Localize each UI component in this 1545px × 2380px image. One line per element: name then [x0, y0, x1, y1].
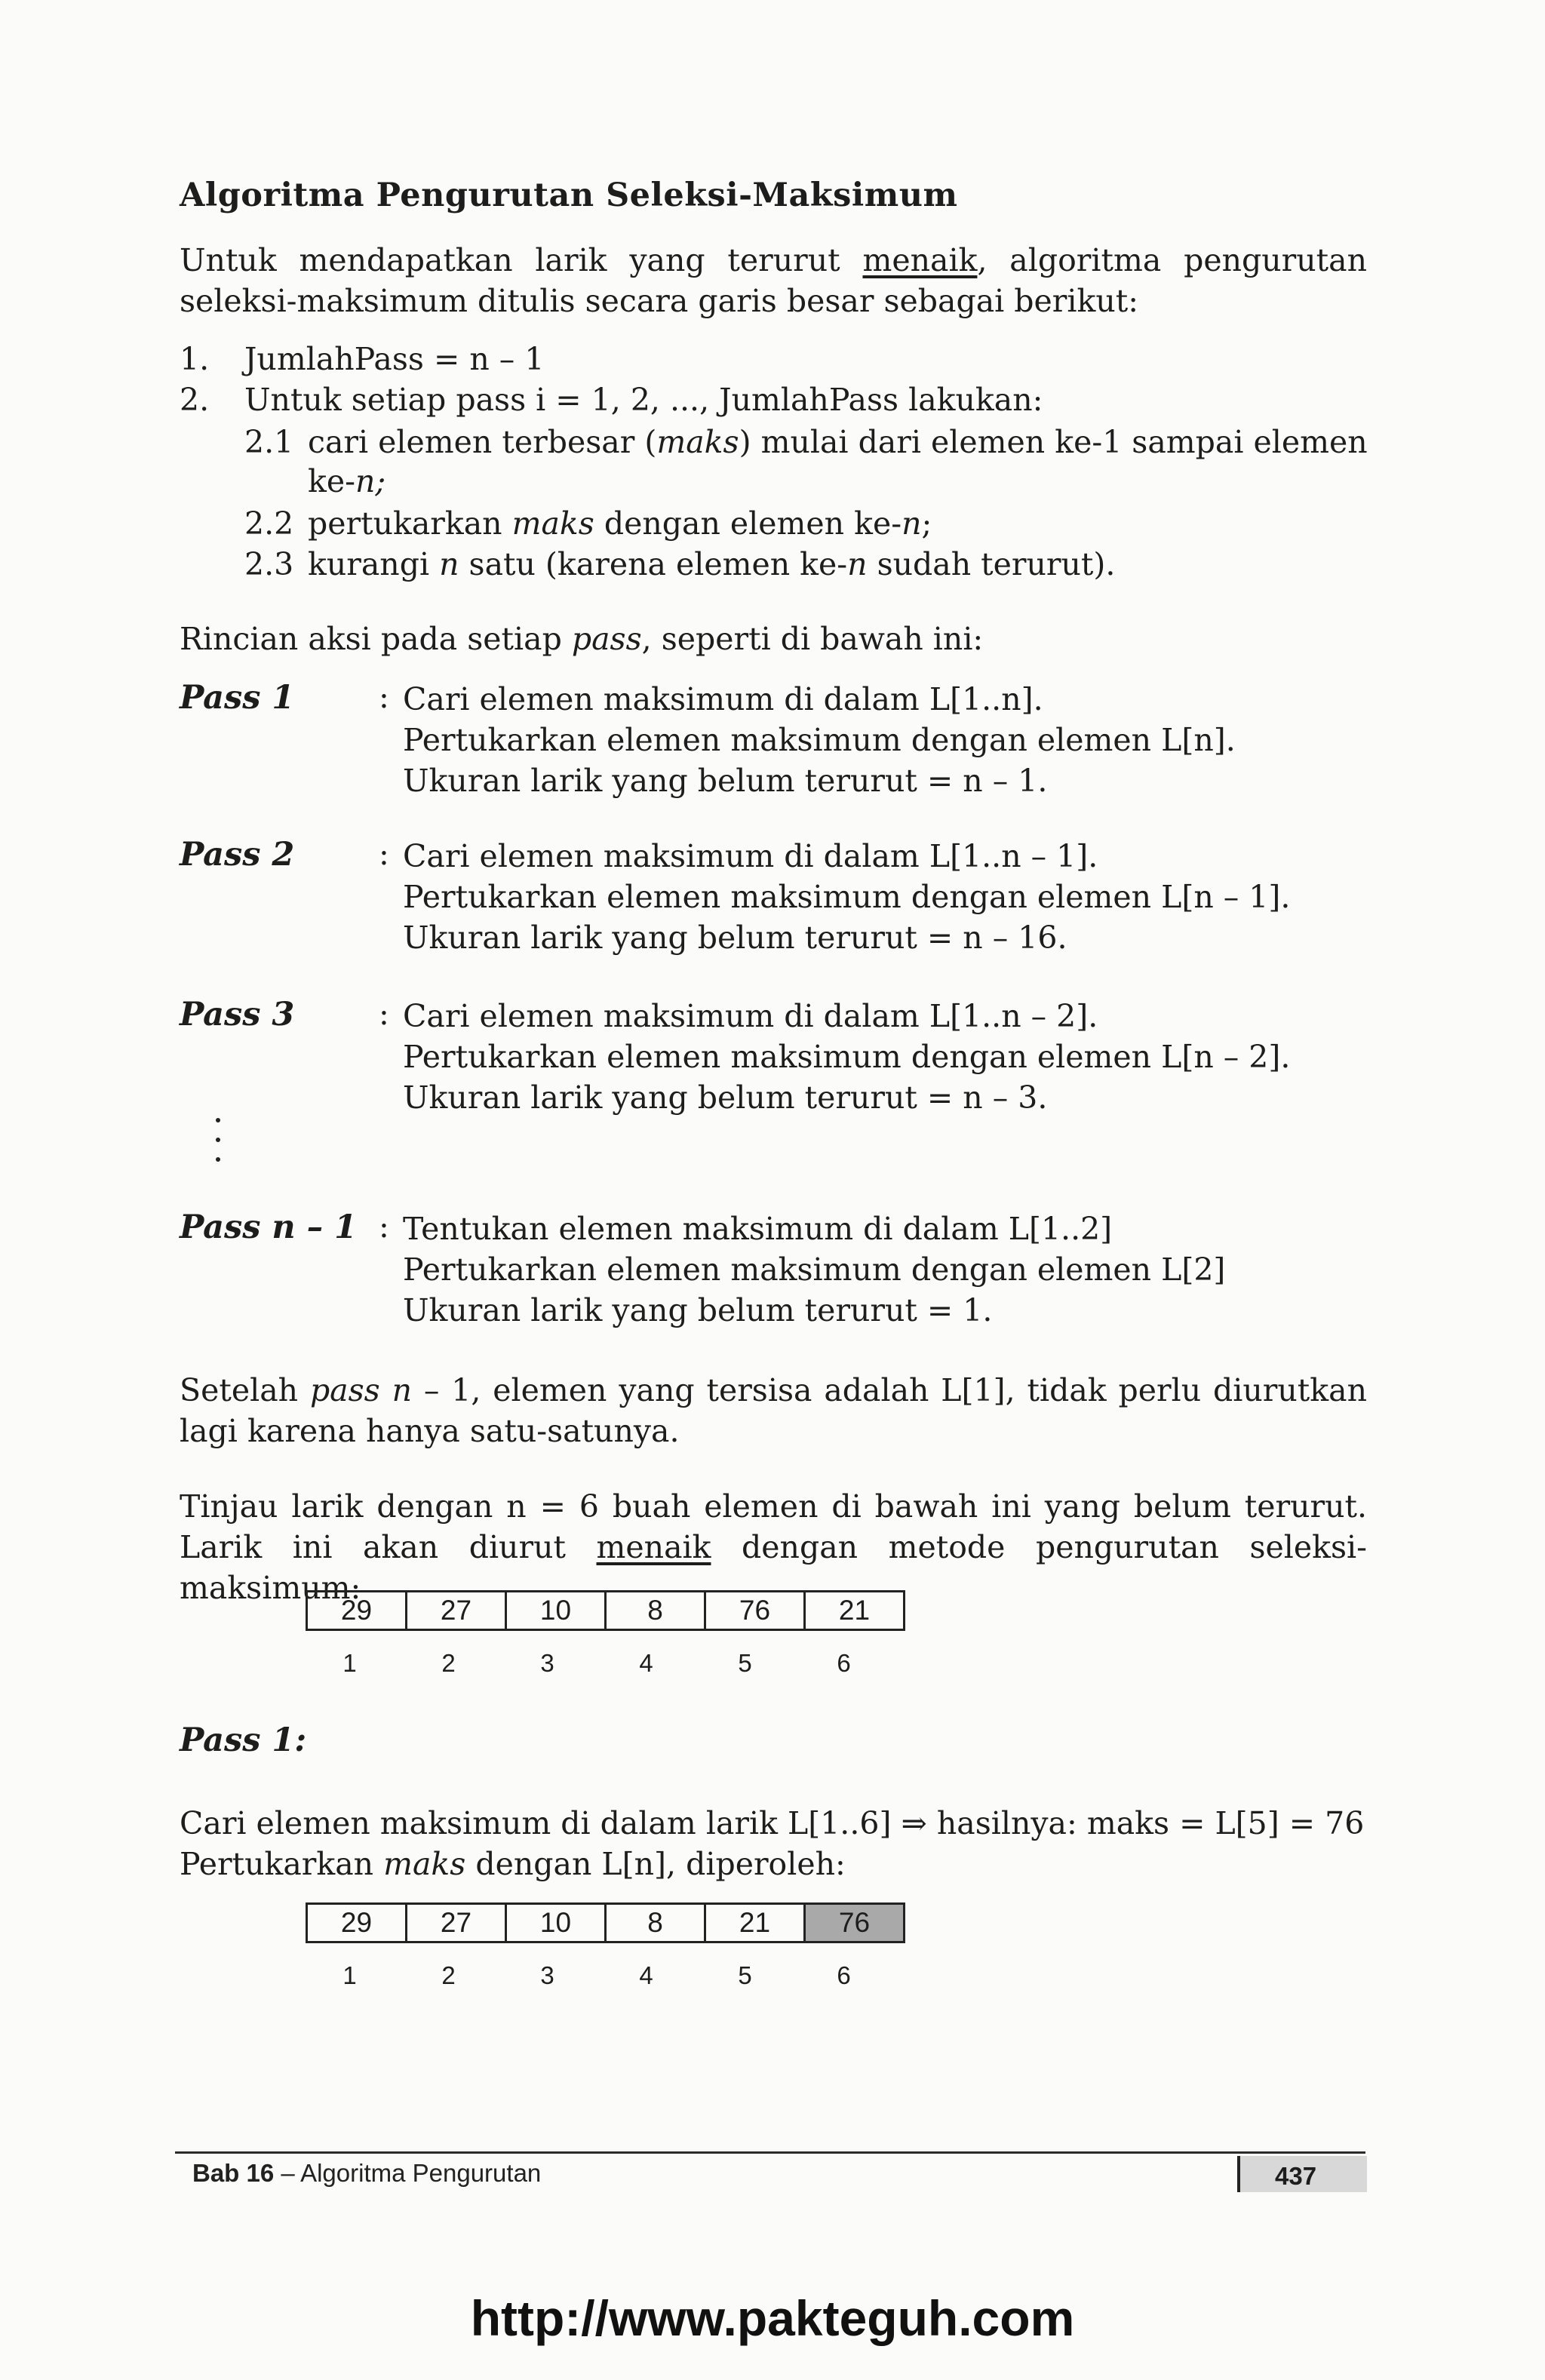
- array-initial: [306, 1590, 905, 1631]
- underlined-word: menaik: [596, 1529, 711, 1565]
- pass-2-body: Cari elemen maksimum di dalam L[1..n – 1]. Pertukarkan elemen maksimum dengan elemen L[n – 1]. Ukuran larik yang belum terurut = n – 16.: [403, 838, 1291, 956]
- website-link[interactable]: http://www.pakteguh.com: [470, 2290, 1075, 2346]
- pass-colon: :: [379, 679, 389, 715]
- pass-1-heading: Pass 1:: [180, 1721, 307, 1759]
- tinjau-paragraph: Tinjau larik dengan n = 6 buah elemen di bawah ini yang belum terurut. Larik ini akan diurut menaik dengan metode pengurutan seleksi-maksimum:: [180, 1488, 1367, 1606]
- pass-n-minus-1-body: Tentukan elemen maksimum di dalam L[1..2] Pertukarkan elemen maksimum dengan elemen L[2] Ukuran larik yang belum terurut = 1.: [403, 1211, 1226, 1328]
- underlined-word: menaik: [862, 242, 978, 278]
- vertical-ellipsis: [214, 1118, 222, 1166]
- pass-n-minus-1-label: Pass n – 1: [180, 1208, 358, 1246]
- page-number: 437: [1275, 2162, 1317, 2190]
- array-cell-sorted: 76: [805, 1904, 905, 1942]
- pass-3-label: Pass 3: [180, 996, 295, 1033]
- footer-rule: [175, 2151, 1365, 2154]
- pass-colon: :: [379, 1208, 389, 1245]
- setelah-paragraph: Setelah pass n – 1, elemen yang tersisa adalah L[1], tidak perlu diurutkan lagi karena hanya satu-satunya.: [180, 1372, 1367, 1449]
- array-cell: 8: [606, 1592, 705, 1630]
- pass-3-body: Cari elemen maksimum di dalam L[1..n – 2]. Pertukarkan elemen maksimum dengan elemen L[n – 2]. Ukuran larik yang belum terurut = n – 3.: [403, 998, 1291, 1116]
- pass-1-body: Cari elemen maksimum di dalam L[1..n]. Pertukarkan elemen maksimum dengan elemen L[n]. Ukuran larik yang belum terurut = n – 1.: [403, 681, 1236, 799]
- array-cell: 29: [307, 1904, 407, 1942]
- footer-chapter: Bab 16 – Algoritma Pengurutan: [192, 2159, 542, 2187]
- section-title: Algoritma Pengurutan Seleksi-Maksimum: [180, 177, 958, 214]
- array-cell: 27: [407, 1592, 506, 1630]
- array-indices: 1 2 3 4 5 6: [342, 1649, 851, 1677]
- array-cell: 21: [705, 1904, 805, 1942]
- pass-2-label: Pass 2: [180, 836, 295, 874]
- array-indices: 1 2 3 4 5 6: [342, 1961, 851, 1989]
- pass-1-label: Pass 1: [180, 679, 295, 717]
- array-cell: 29: [307, 1592, 407, 1630]
- array-cell: 10: [506, 1904, 606, 1942]
- pass-colon: :: [379, 836, 389, 872]
- array-cell: 8: [606, 1904, 705, 1942]
- array-after-pass-1: [306, 1902, 905, 1943]
- book-page: Algoritma Pengurutan Seleksi-Maksimum Untuk mendapatkan larik yang terurut menaik, algoritma pengurutan seleksi-maksimum ditulis secara garis besar sebagai berikut: 1. JumlahPass = n – 1 2. Untuk setiap pass i = 1, 2, ..., JumlahPass lakukan: 2.1 cari elemen terbesar (maks) mulai dari elemen ke-1 sampai elemen ke-n; 2.2 pertukarkan maks dengan elemen ke-n; 2.3 kurangi n satu (karena elemen ke-n sudah terurut). Rincian aksi pada setiap pass, seperti di bawah ini: Pass 1 : Cari elemen maksimum di dalam L[1..n]. Pertukarkan elemen maksimum dengan elemen L[n]. Ukuran larik yang belum terurut = n – 1. Pass 2 : Cari elemen maksimum di dalam L[1..n – 1]. Pertukarkan elemen maksimum dengan elemen L[n – 1]. Ukuran larik yang belum terurut = n – 16. Pass 3 : Cari elemen maksimum di dalam L[1..n – 2]. Pertukarkan elemen maksimum dengan elemen L[n – 2]. Ukuran larik yang belum terurut = n – 3. Pass n – 1 : Tentukan elemen maksimum di dalam L[1..2] Pertukarkan elemen maksimum dengan elemen L[2] Ukuran larik yang belum terurut = 1. Setelah pass n – 1, elemen yang tersisa adalah L[1], tidak perlu diurutkan lagi karena hanya satu-satunya. Tinjau larik dengan n = 6 buah elemen di bawah ini yang belum terurut. Larik ini akan diurut menaik dengan metode pengurutan seleksi-maksimum: 29 27 10 8 76 21 1 2 3 4 5 6 Pass 1: Cari elemen maksimum di dalam larik L[1..6] ⇒ hasilnya: maks = L[5] = 76 Pertukarkan maks dengan L[n], diperoleh: 29 27 10 8 21 76 1 2 3 4 5 6 Bab 16 – Algoritma Pengurutan 437 http://www.pakteguh.com: [0, 0, 1545, 2380]
- array-cell: 10: [506, 1592, 606, 1630]
- rincian-text: Rincian aksi pada setiap pass, seperti di bawah ini:: [180, 621, 984, 657]
- pass-colon: :: [379, 996, 389, 1032]
- intro-paragraph: Untuk mendapatkan larik yang terurut menaik, algoritma pengurutan seleksi-maksimum ditulis secara garis besar sebagai berikut:: [180, 242, 1368, 319]
- array-cell: 27: [407, 1904, 506, 1942]
- array-cell: 76: [705, 1592, 805, 1630]
- array-cell: 21: [805, 1592, 905, 1630]
- pass-1-description: Cari elemen maksimum di dalam larik L[1..6] ⇒ hasilnya: maks = L[5] = 76 Pertukarkan maks dengan L[n], diperoleh:: [180, 1805, 1365, 1882]
